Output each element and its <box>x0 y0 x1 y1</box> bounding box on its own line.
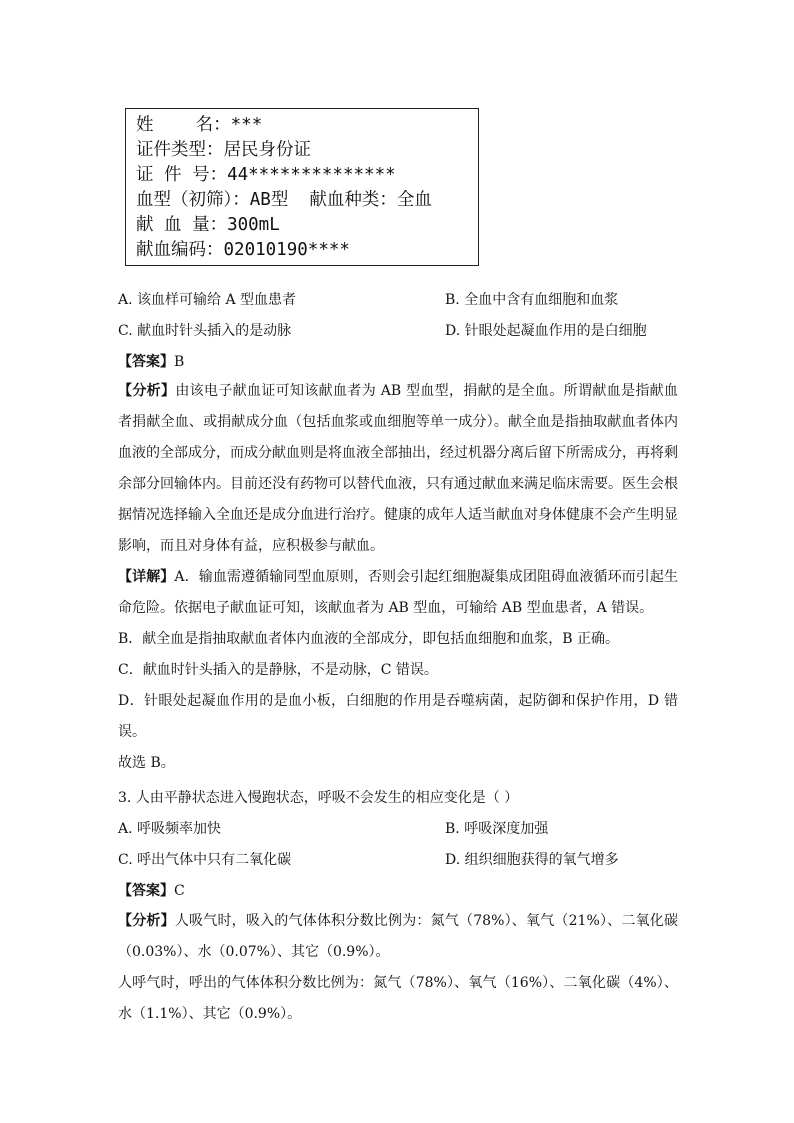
q2-option-a: A. 该血样可输给 A 型血患者 <box>118 292 297 308</box>
q2-option-c: C. 献血时针头插入的是动脉 <box>118 323 292 339</box>
card-line-id-number: 证 件 号：44************** <box>136 165 396 185</box>
card-line-volume: 献 血 量：300mL <box>136 215 280 235</box>
q3-stem: 3. 人由平静状态进入慢跑状态，呼吸不会发生的相应变化是（ ） <box>118 790 519 806</box>
q2-detail-b: B．献全血是指抽取献血者体内血液的全部成分，即包括血细胞和血浆，B 正确。 <box>118 631 620 647</box>
q3-answer <box>118 881 185 901</box>
q2-answer <box>118 352 184 372</box>
q2-analysis <box>118 376 678 562</box>
q2-detail-c: C．献血时针头插入的是静脉，不是动脉，C 错误。 <box>118 662 438 678</box>
answer-label: 【答案】 <box>118 883 174 899</box>
answer-value: B <box>174 354 185 370</box>
q3-option-a: A. 呼吸频率加快 <box>118 821 222 837</box>
q3-option-b: B. 呼吸深度加强 <box>445 821 549 837</box>
q2-option-b: B. 全血中含有血细胞和血浆 <box>445 292 619 308</box>
card-line-name: 姓 名：*** <box>136 115 263 135</box>
detail-label: 【详解】 <box>118 569 175 585</box>
analysis-text: 由该电子献血证可知该献血者为 AB 型血型，捐献的是全血。所谓献血是指献血者捐献全血、或捐献成分血（包括血浆或血细胞等单一成分）。献全血是指抽取献血者体内血液的全部成分，而成分献血则是将血液全部抽出，经过机器分离后留下所需成分，再将剩余部分回输体内。目前还没有药物可以替代血液，只有通过献血来满足临床需要。医生会根据情况选择输入全血还是成分血进行治疗。健康的成年人适当献血对身体健康不会产生明显影响，而且对身体有益，应积极参与献血。 <box>118 383 679 554</box>
analysis-label: 【分析】 <box>118 383 176 399</box>
q3-option-d: D. 组织细胞获得的氧气增多 <box>445 852 619 868</box>
q3-analysis-inhale <box>118 906 678 968</box>
donation-certificate-card <box>125 108 479 266</box>
q2-option-d: D. 针眼处起凝血作用的是白细胞 <box>445 323 647 339</box>
q2-detail-d: D．针眼处起凝血作用的是血小板，白细胞的作用是吞噬病菌，起防御和保护作用，D 错误。 <box>118 693 678 740</box>
analysis-inhale-text: 人吸气时，吸入的气体体积分数比例为：氮气（78%）、氧气（21%）、二氧化碳（0.03%）、水（0.07%）、其它（0.9%）。 <box>118 913 679 960</box>
card-line-id-type: 证件类型：居民身份证 <box>136 140 311 160</box>
detail-a-text: A．输血需遵循输同型血原则，否则会引起红细胞凝集成团阻碍血液循环而引起生命危险。依据电子献血证可知，该献血者为 AB 型血，可输给 AB 型血患者，A 错误。 <box>118 569 679 616</box>
card-line-code: 献血编码：02010190**** <box>136 240 350 260</box>
analysis-label: 【分析】 <box>118 913 175 929</box>
q2-conclusion: 故选 B。 <box>118 755 175 771</box>
answer-value: C <box>174 883 185 899</box>
card-line-blood-type: 血型（初筛）：AB型 献血种类：全血 <box>136 190 432 210</box>
answer-label: 【答案】 <box>118 354 174 370</box>
q3-analysis-exhale: 人呼气时，呼出的气体体积分数比例为：氮气（78%）、氧气（16%）、二氧化碳（4%）、水（1.1%）、其它（0.9%）。 <box>118 975 678 1022</box>
q3-option-c: C. 呼出气体中只有二氧化碳 <box>118 852 292 868</box>
q2-detail-a <box>118 562 678 624</box>
